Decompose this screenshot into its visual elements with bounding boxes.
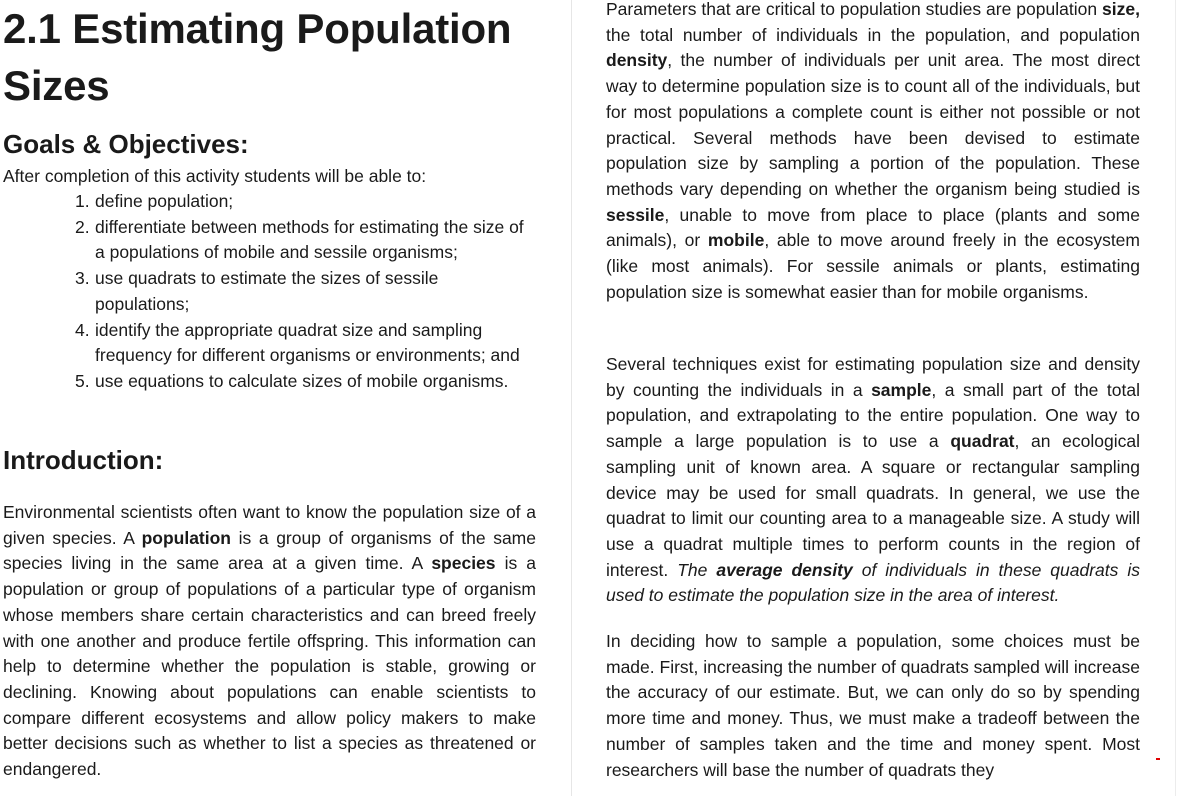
objective-item: 4. identify the appropriate quadrat size and sampling frequency for different organisms or environments; and (75, 319, 520, 366)
term-mobile: mobile (707, 230, 765, 251)
objectives-list (65, 189, 535, 395)
objective-item: 3. use quadrats to estimate the sizes of sessile populations; (75, 268, 439, 314)
objective-item: 2. differentiate between methods for estimating the size of a populations of mobile and sessile organisms; (75, 216, 524, 263)
term-size: size, (1102, 0, 1140, 19)
introduction-paragraph: Environmental scientists often want to know the population size of a given species. A population is a group of organisms of the same species living in the same area at a given time. A species is a population or group of populations of a particular type of organism whose members share certain characteristics and can breed freely with one another and produce fertile offspring. This information can help to determine whether the population is stable, growing or declining. Knowing about populations can enable scientists to compare different ecosystems and allow policy makers to make better decisions such as whether to list a species as threatened or endangered. (3, 502, 536, 780)
objective-item: 1. define population; (75, 191, 234, 211)
term-species: species (431, 553, 496, 574)
term-population: population (141, 527, 232, 548)
goals-lead: After completion of this activity students will be able to: (3, 166, 427, 186)
page-title: 2.1 Estimating Population Sizes (3, 5, 512, 109)
spelling-mark (1156, 758, 1160, 760)
term-average-density: average density (716, 559, 853, 580)
introduction-heading: Introduction: (3, 445, 164, 475)
term-quadrat: quadrat (950, 431, 1015, 452)
term-density: density (606, 50, 668, 71)
term-sessile: sessile (606, 204, 665, 225)
objective-item: 5. use equations to calculate sizes of mobile organisms. (75, 370, 509, 391)
term-sample: sample (871, 379, 932, 400)
tradeoff-paragraph: In deciding how to sample a population, some choices must be made. First, increasing the number of quadrats sampled will increase the accuracy of our estimate. But, we can only do so by spending more time and money. Thus, we must make a tradeoff between the number of samples taken and the time and money spent. Most researchers will base the number of quadrats they (606, 631, 1140, 780)
column-divider (571, 0, 572, 796)
parameters-paragraph: Parameters that are critical to population studies are population size, the total number of individuals in the population, and population density, the number of individuals per unit area. The most direct way to determine population size is to count all of the individuals, but for most populations a complete count is either not possible or not practical. Several methods have been devised to estimate population size by sampling a portion of the population. These methods vary depending on whether the organism being studied is sessile, unable to move from place to place (plants and some animals), or mobile, able to move around freely in the ecosystem (like most animals). For sessile animals or plants, estimating population size is somewhat easier than for mobile organisms. (606, 0, 1140, 302)
page-edge (1175, 0, 1176, 796)
goals-heading: Goals & Objectives: (3, 129, 249, 159)
sampling-paragraph: Several techniques exist for estimating population size and density by counting the individuals in a sample, a small part of the total population, and extrapolating to the entire population. One way to sample a large population is to use a quadrat, an ecological sampling unit of known area. A square or rectangular sampling device may be used for small quadrats. In general, we use the quadrat to limit our counting area to a manageable size. A study will use a quadrat multiple times to perform counts in the region of interest. The average density of individuals in these quadrats is used to estimate the population size in the area of interest. (606, 354, 1141, 606)
